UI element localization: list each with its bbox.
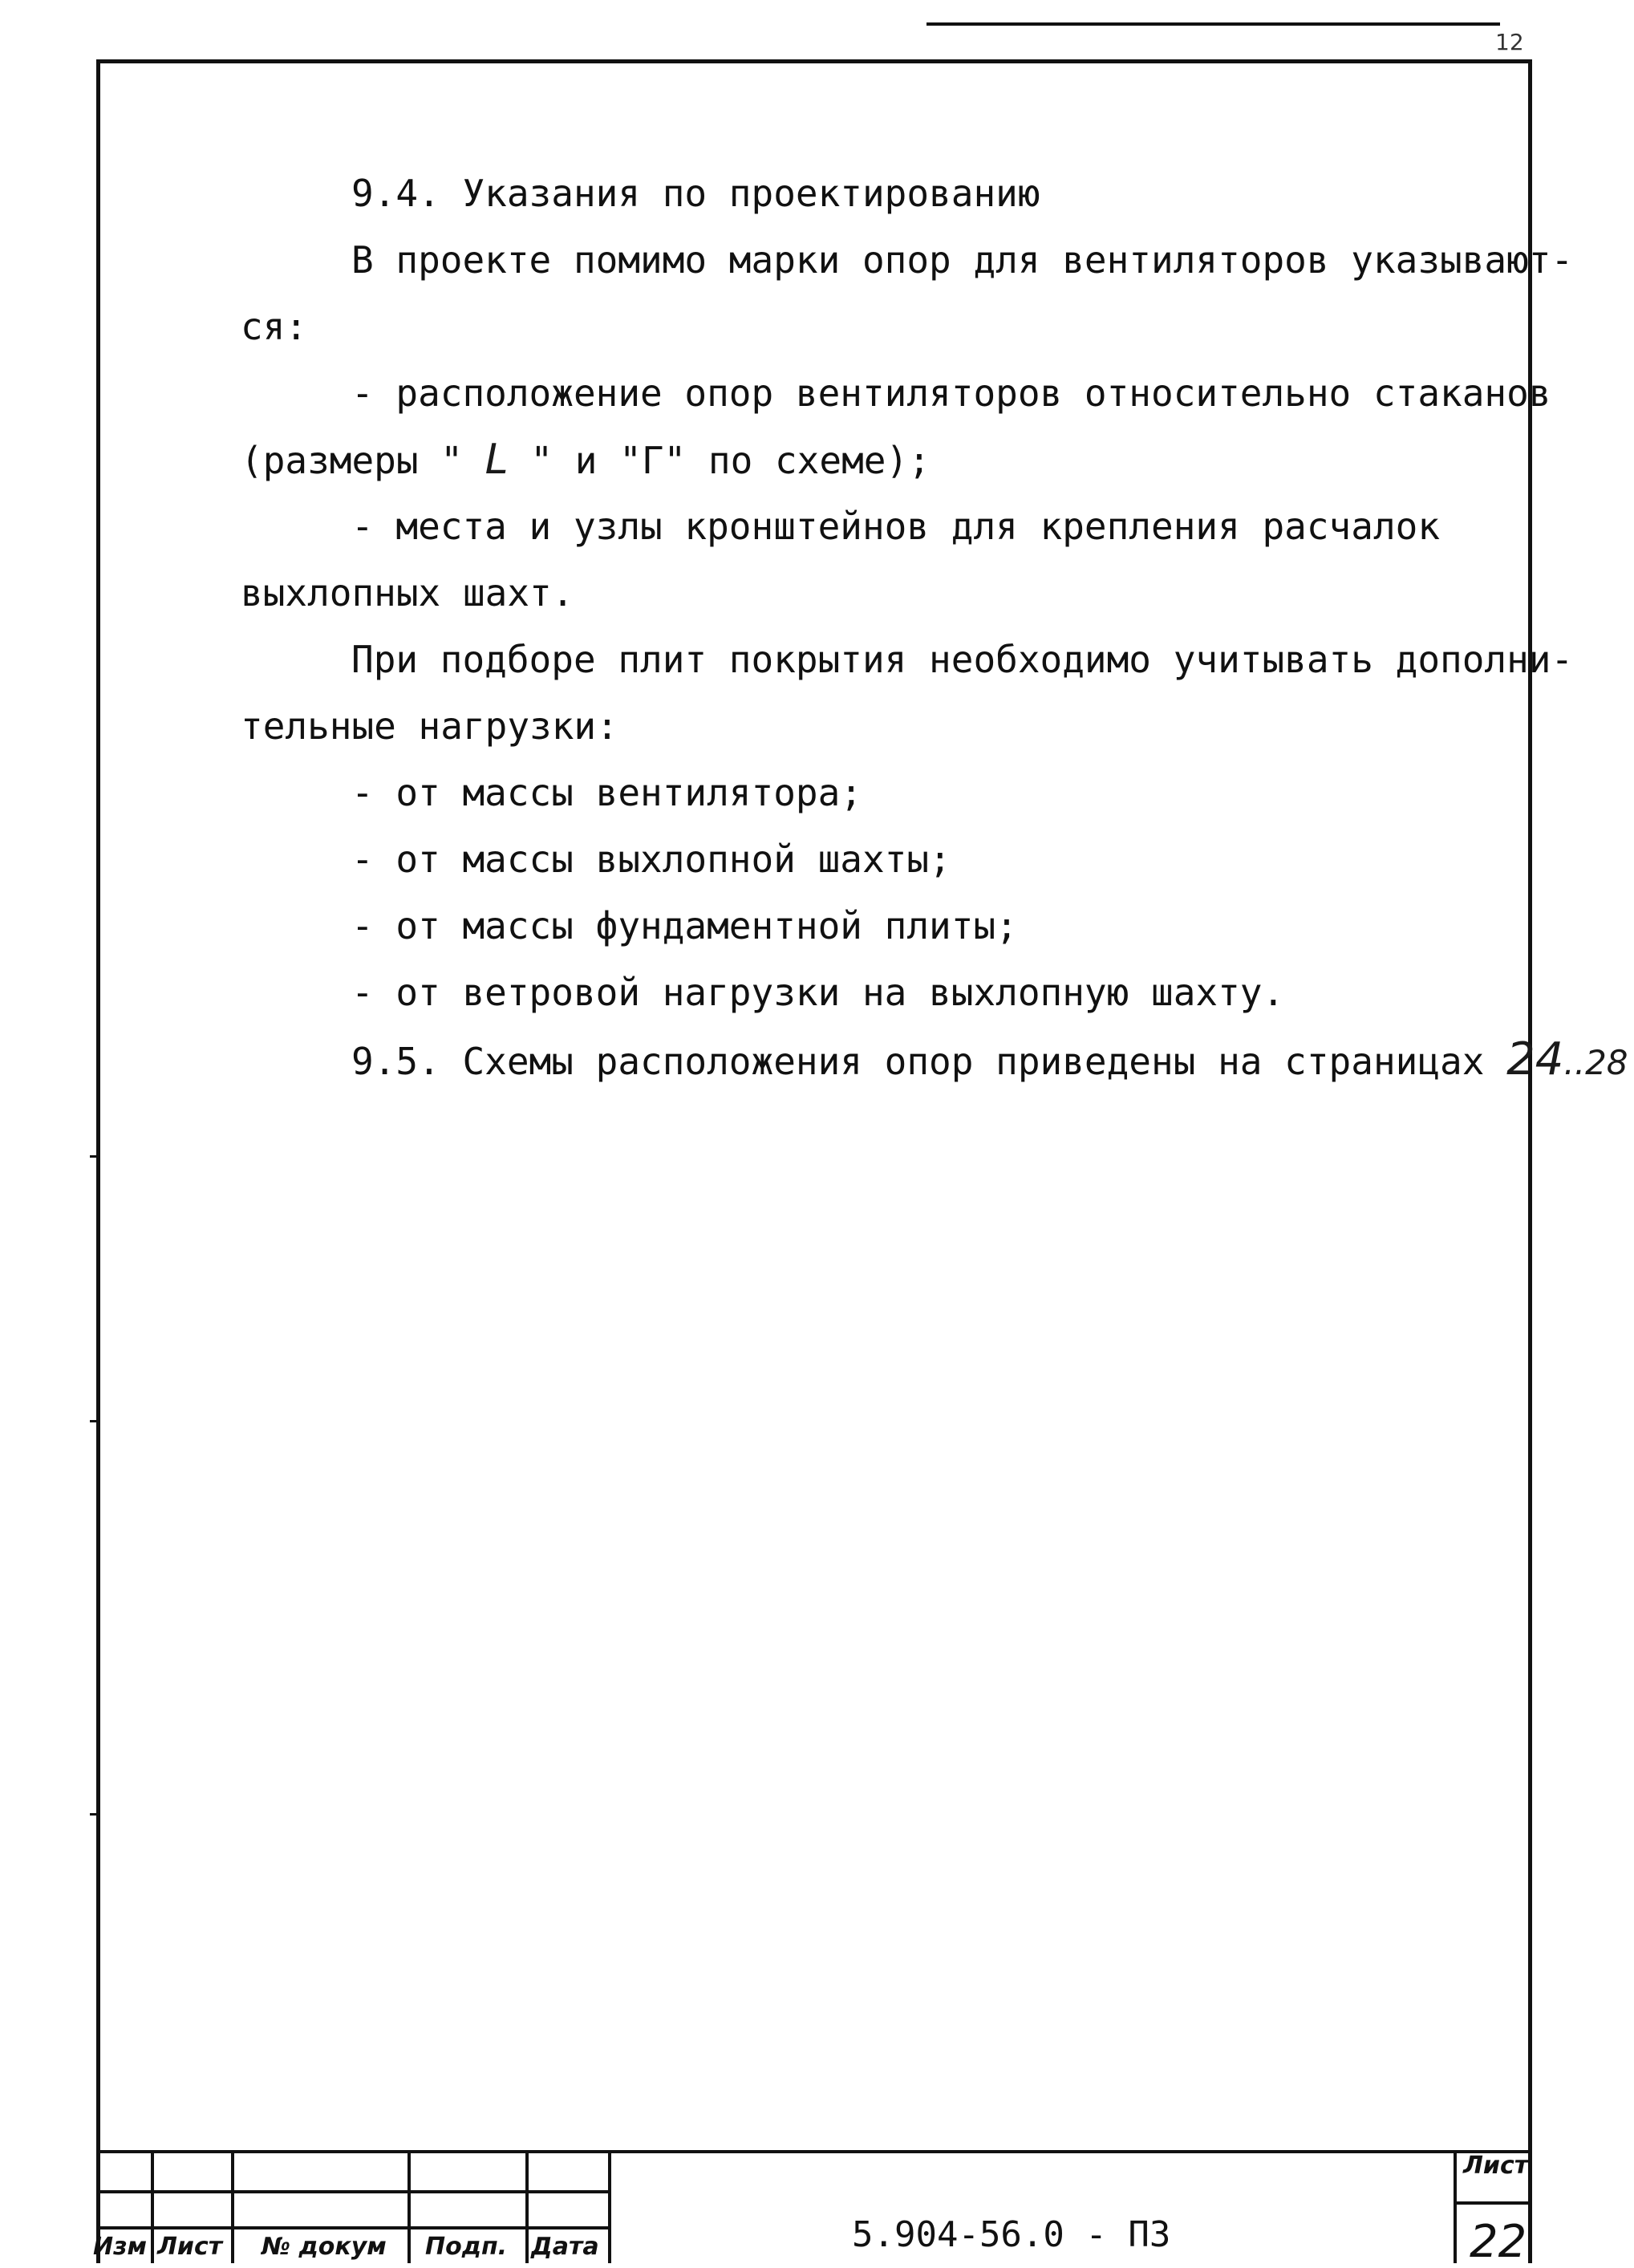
title-block-col-line (407, 2150, 411, 2263)
paragraph-line (241, 427, 1492, 493)
list-item: - от ветровой нагрузки на выхлопную шахту. (351, 971, 1285, 1014)
dimensions-text-start: (размеры " (241, 439, 463, 482)
handwritten-pages-from: 24 (1506, 1033, 1564, 1085)
binding-tick (90, 1813, 98, 1816)
list-item: - расположение опор вентиляторов относительно стаканов (351, 371, 1551, 415)
sheet-label: Лист (1463, 2152, 1529, 2180)
paragraph-line: При подборе плит покрытия необходимо учитывать дополни- (351, 638, 1574, 681)
col-label-izm: Изм (93, 2233, 148, 2261)
handwritten-sheet-number: 22 (1470, 2216, 1527, 2268)
title-block-col-line (608, 2150, 611, 2263)
binding-tick (90, 1420, 98, 1422)
list-item: - от массы фундаментной плиты; (351, 904, 1018, 947)
section-heading (241, 1026, 1628, 1093)
handwritten-dimension-symbol: L (485, 436, 509, 484)
paragraph-line: тельные нагрузки: (241, 704, 618, 748)
dimensions-text-end: " и "Г" по схеме); (530, 439, 931, 482)
section-heading: 9.4. Указания по проектированию (351, 172, 1040, 215)
list-item: - от массы вентилятора; (351, 771, 862, 814)
paragraph-line: В проекте помимо марки опор для вентиляторов указывают- (351, 238, 1574, 282)
title-block-row-line (96, 2190, 610, 2193)
paragraph-line: выхлопных шахт. (241, 571, 574, 615)
col-label-list: Лист (157, 2233, 223, 2261)
corner-mark: 12 (1495, 29, 1524, 55)
top-edge-line (926, 22, 1500, 26)
section-9-5-text: 9.5. Схемы расположения опор приведены на страницах (351, 1040, 1507, 1083)
list-item: - от массы выхлопной шахты; (351, 838, 951, 881)
paragraph-line: ся: (241, 305, 308, 348)
title-block-row-line (96, 2226, 610, 2229)
title-block-col-line (151, 2150, 154, 2263)
title-block-top-line (96, 2150, 1532, 2153)
col-label-date: Дата (531, 2233, 599, 2261)
document-code: 5.904-56.0 - ПЗ (852, 2214, 1171, 2255)
title-block-col-line (1454, 2150, 1457, 2263)
title-block-col-line (231, 2150, 234, 2263)
sheet-cell-line (1454, 2201, 1532, 2205)
handwritten-pages-separator: .. (1563, 1043, 1586, 1082)
title-block-col-line (525, 2150, 529, 2263)
col-label-doc-number: № докум (262, 2233, 387, 2261)
binding-tick (90, 1155, 98, 1158)
handwritten-pages-to: 28 (1585, 1043, 1628, 1082)
col-label-signature: Подп. (425, 2233, 508, 2261)
list-item: - места и узлы кронштейнов для крепления расчалок (351, 505, 1441, 548)
body-text (241, 160, 1628, 1093)
